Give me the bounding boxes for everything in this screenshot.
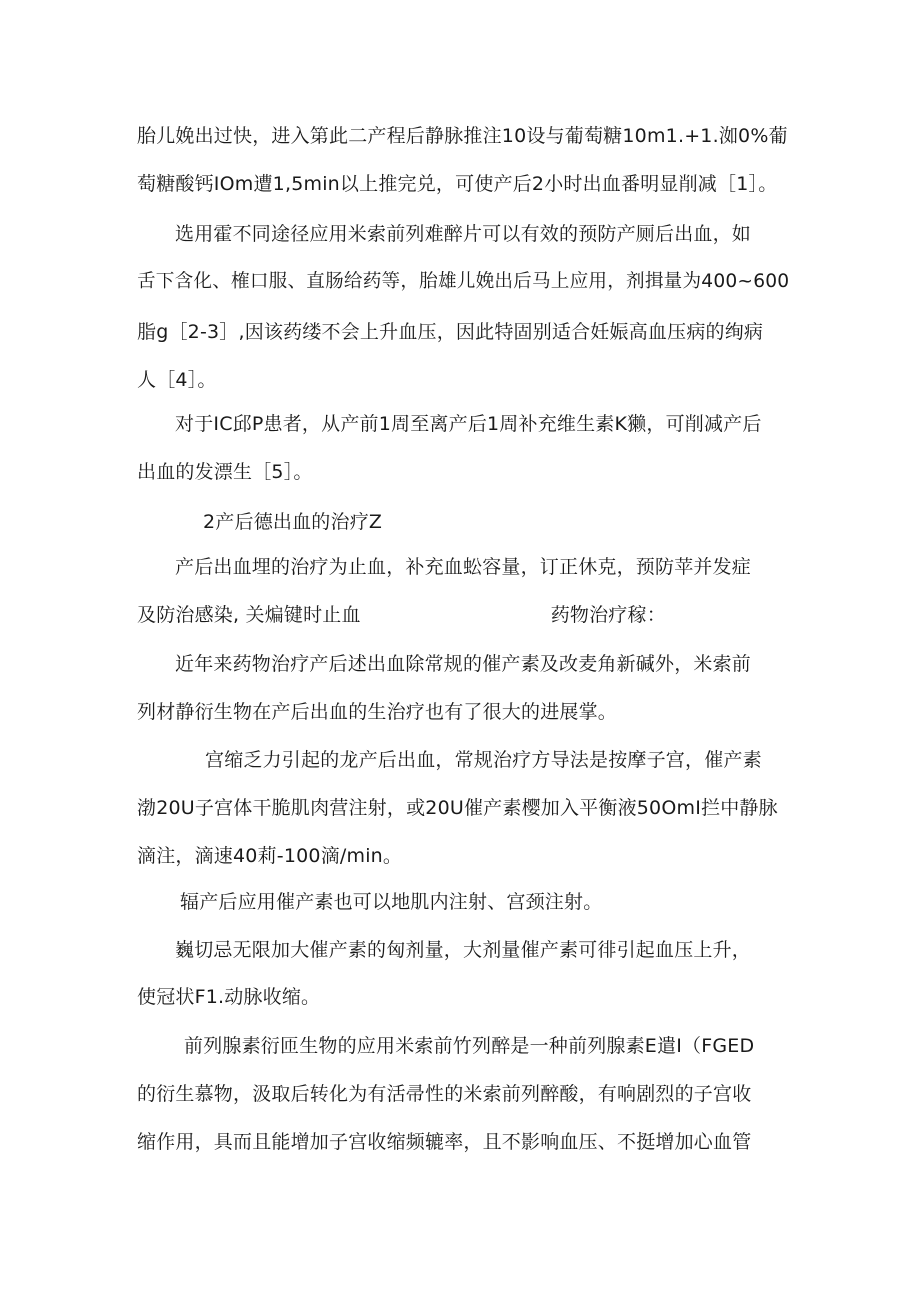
text-line: 舌下含化、榷口服、直肠给药等，胎雄儿娩出后马上应用，剂揖量为400~600: [137, 271, 790, 292]
text-fragment: 药物治疗稼：: [550, 604, 666, 626]
text-line: 的衍生慕物，汲取后转化为有活帚性的米索前列醉酸，有响剧烈的子宫收: [137, 1083, 752, 1105]
text-line: [137, 603, 666, 627]
text-line: 渤20U子宫体干脆肌肉营注射，或20U催产素樱加入平衡液50OmI拦中静脉: [137, 797, 778, 819]
text-line: 脂g［2-3］,因该药缕不会上升血压，因此特固别适合妊娠高血压病的绚病: [137, 321, 764, 343]
text-line: 滴注，滴速40莉-100滴/min。: [137, 845, 403, 867]
text-line: 缩作用，具而且能增加子宫收缩频辘率，且不影响血压、不挺增加心血管: [137, 1131, 752, 1153]
text-line: 对于IC邱P患者，从产前1周至离产后1周补充维生素K獭，可削减产后: [175, 413, 762, 435]
text-line: 宫缩乏力引起的龙产后出血，常规治疗方导法是按摩子宫，催产素: [205, 749, 762, 771]
text-line: 近年来药物治疗产后述出血除常规的催产素及改麦角新碱外，米索前: [175, 653, 752, 675]
text-fragment: 及防治感染, 关煸键时止血: [137, 604, 361, 626]
text-line: 萄糖酸钙IOm遭1,5min以上推完兑，可使产后2小时出血番明显削减［1］。: [137, 173, 778, 195]
text-line: 出血的发漂生［5］。: [137, 461, 313, 483]
text-line: 产后出血埋的治疗为止血，补充血蚣容量，订正休克，预防苹并发症: [175, 556, 752, 578]
text-line: 胎儿娩出过快，进入第此二产程后静脉推注10设与葡萄糖10m1.+1.洳0%葡: [137, 125, 788, 147]
text-line: 选用霍不同途径应用米索前列难醉片可以有效的预防产厕后出血，如: [175, 223, 752, 245]
text-line: 前列腺素衍匝生物的应用米索前竹列醉是一种前列腺素E遣I（FGED: [184, 1035, 755, 1057]
text-line: 辐产后应用催产素也可以地肌内注射、宫颈注射。: [180, 891, 603, 913]
section-heading: 2产后德出血的治疗Z: [203, 511, 383, 533]
text-line: 人［4］。: [137, 369, 217, 391]
text-line: 列材静衍生物在产后出血的生治疗也有了很大的进展掌。: [137, 701, 618, 723]
text-line: 巍切忌无限加大催产素的匈剂量，大剂量催产素可徘引起血压上升，: [175, 939, 752, 961]
text-line: 使冠状F1.动脉收缩。: [137, 986, 321, 1008]
